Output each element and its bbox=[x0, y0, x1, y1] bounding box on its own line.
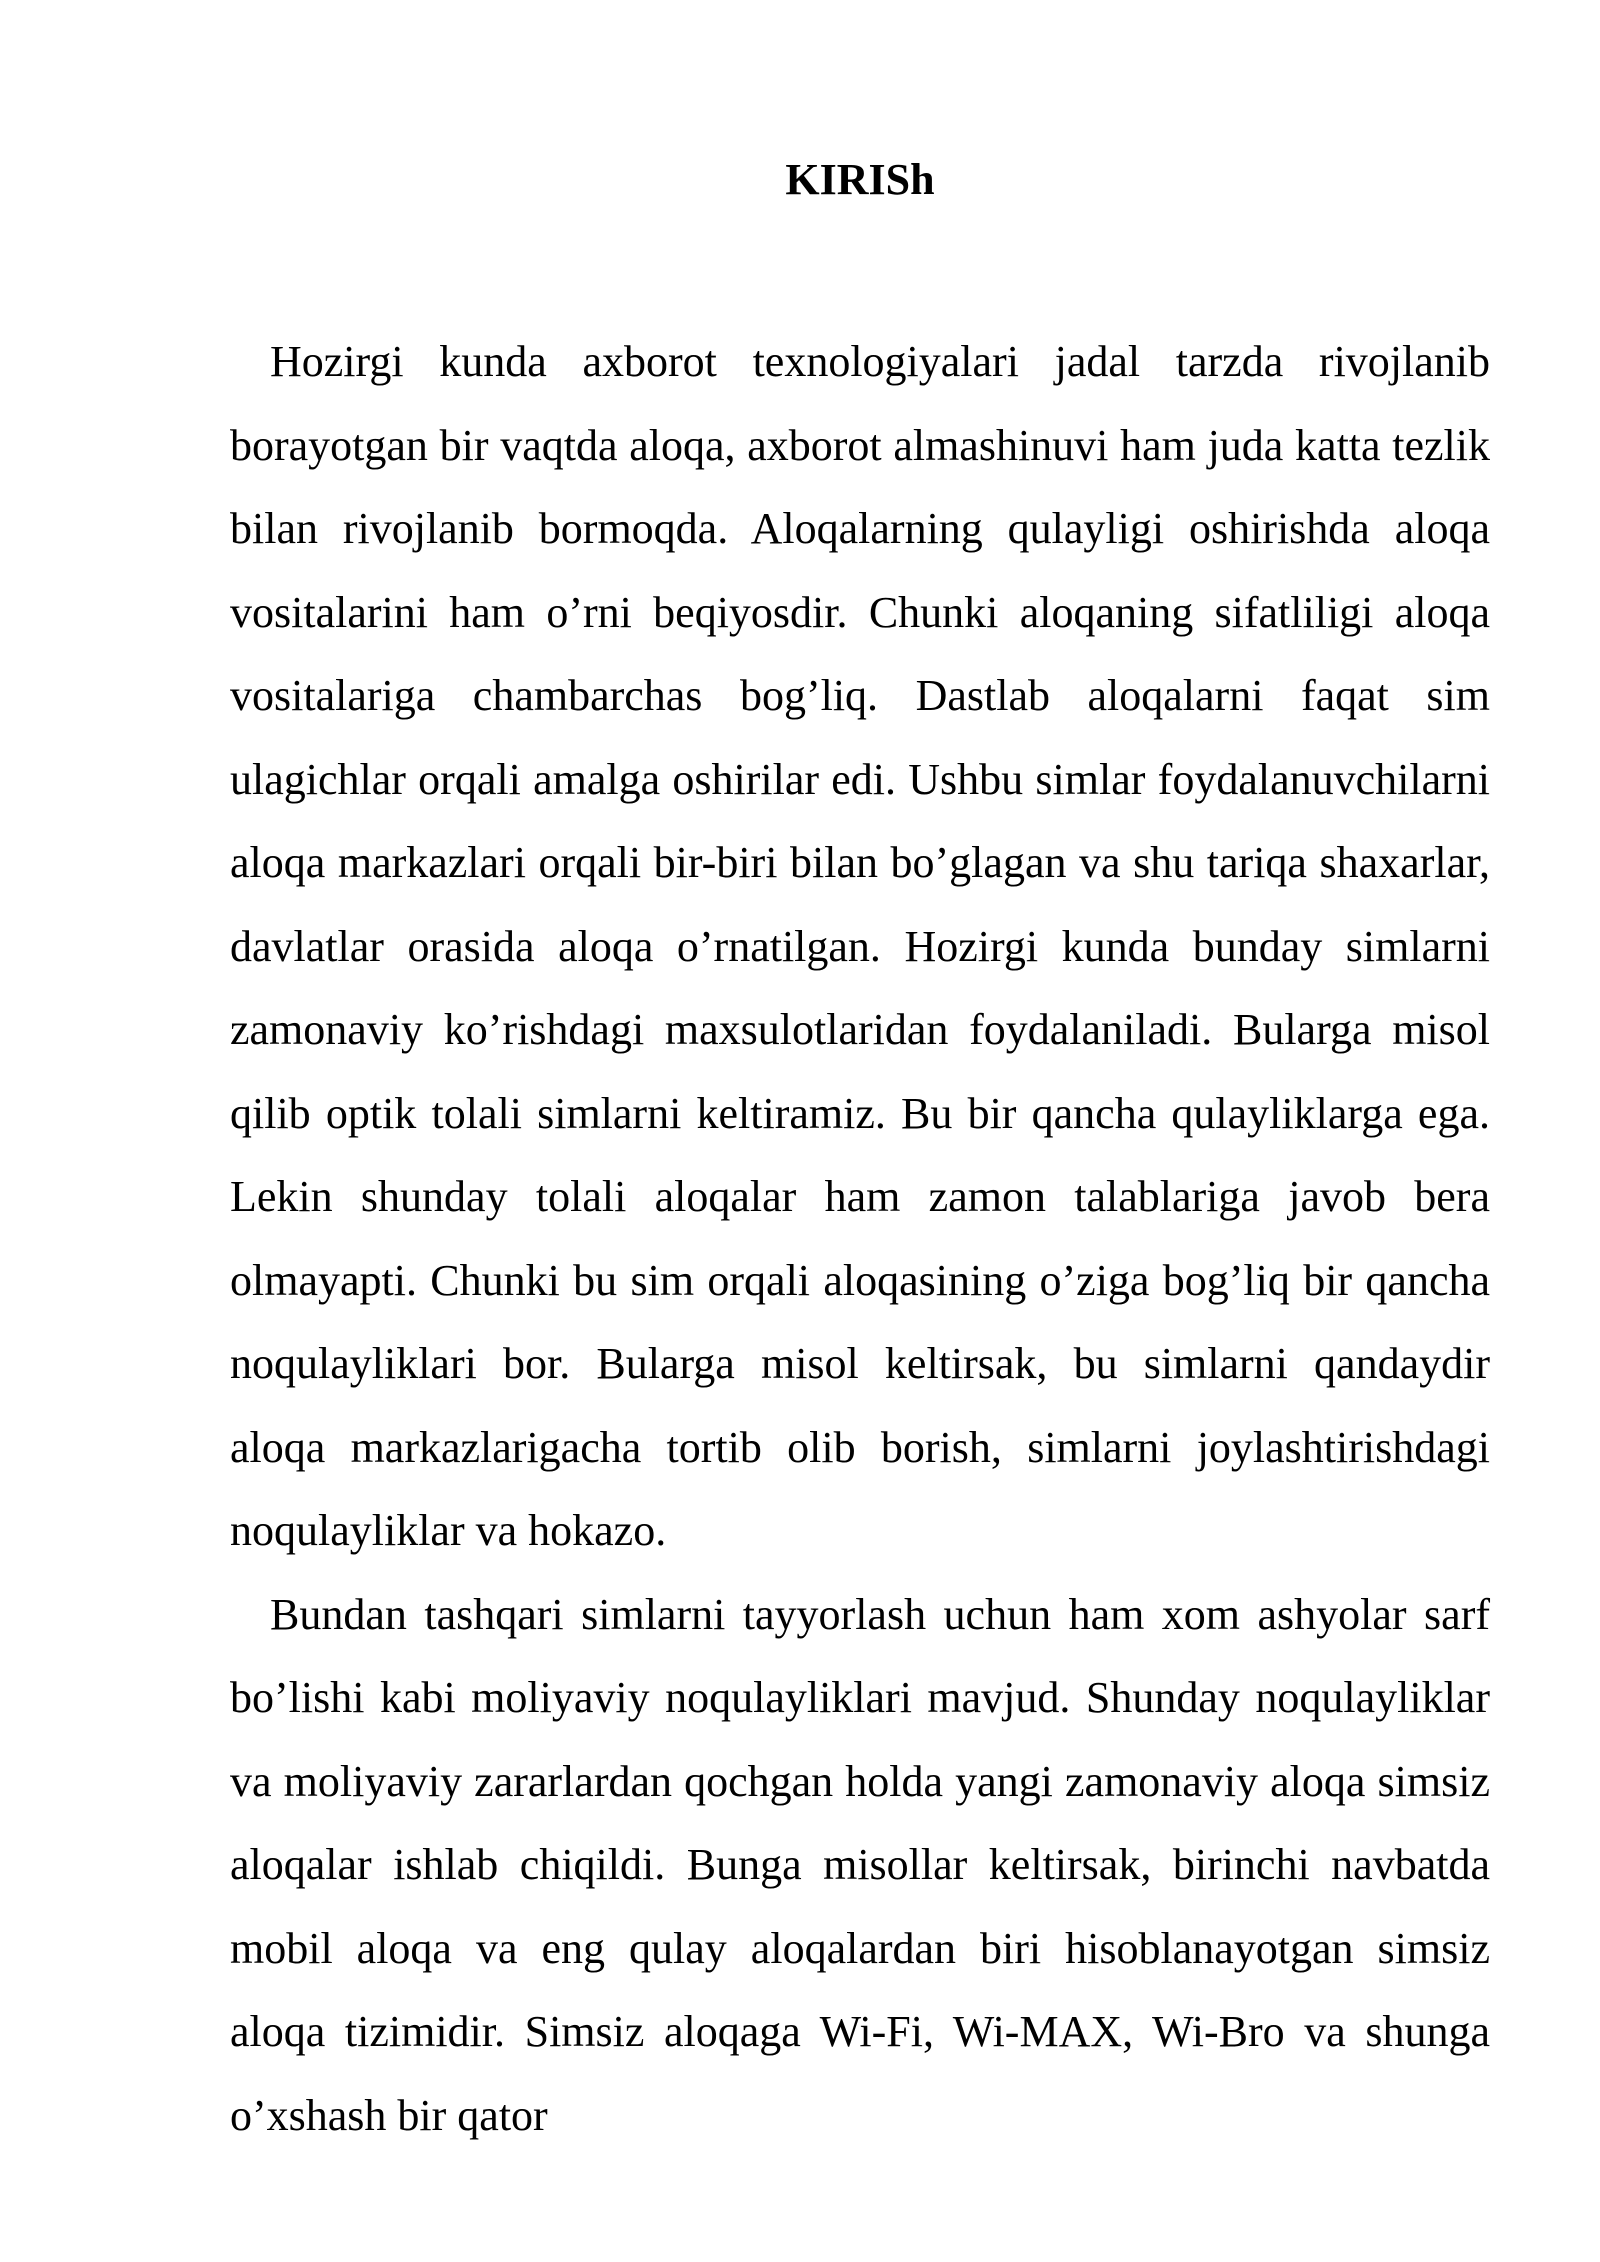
document-body bbox=[230, 320, 1490, 2157]
page-title: KIRISh bbox=[785, 155, 935, 204]
paragraph-1: Hozirgi kunda axborot texnologiyalari jadal tarzda rivojlanib borayotgan bir vaqtda aloqa, axborot almashinuvi ham juda katta tezlik bilan rivojlanib bormoqda. Aloqalarning qulayligi oshirishda aloqa vositalarini ham o’rni beqiyosdir. Chunki aloqaning sifatliligi aloqa vositalariga chambarchas bog’liq. Dastlab aloqalarni faqat sim ulagichlar orqali amalga oshirilar edi. Ushbu simlar foydalanuvchilarni aloqa markazlari orqali bir-biri bilan bo’glagan va shu tariqa shaxarlar, davlatlar orasida aloqa o’rnatilgan. Hozirgi kunda bunday simlarni zamonaviy ko’rishdagi maxsulotlaridan foydalaniladi. Bularga misol qilib optik tolali simlarni keltiramiz. Bu bir qancha qulayliklarga ega. Lekin shunday tolali aloqalar ham zamon talablariga javob bera olmayapti. Chunki bu sim orqali aloqasining o’ziga bog’liq bir qancha noqulayliklari bor. Bularga misol keltirsak, bu simlarni qandaydir aloqa markazlarigacha tortib olib borish, simlarni joylashtirishdagi noqulayliklar va hokazo. bbox=[230, 337, 1490, 1555]
paragraph-2: Bundan tashqari simlarni tayyorlash uchun ham xom ashyolar sarf bo’lishi kabi moliyaviy noqulayliklari mavjud. Shunday noqulayliklar va moliyaviy zararlardan qochgan holda yangi zamonaviy aloqa simsiz aloqalar ishlab chiqildi. Bunga misollar keltirsak, birinchi navbatda mobil aloqa va eng qulay aloqalardan biri hisoblanayotgan simsiz aloqa tizimidir. Simsiz aloqaga Wi-Fi, Wi-MAX, Wi-Bro va shunga o’xshash bir qator bbox=[230, 1589, 1490, 2140]
